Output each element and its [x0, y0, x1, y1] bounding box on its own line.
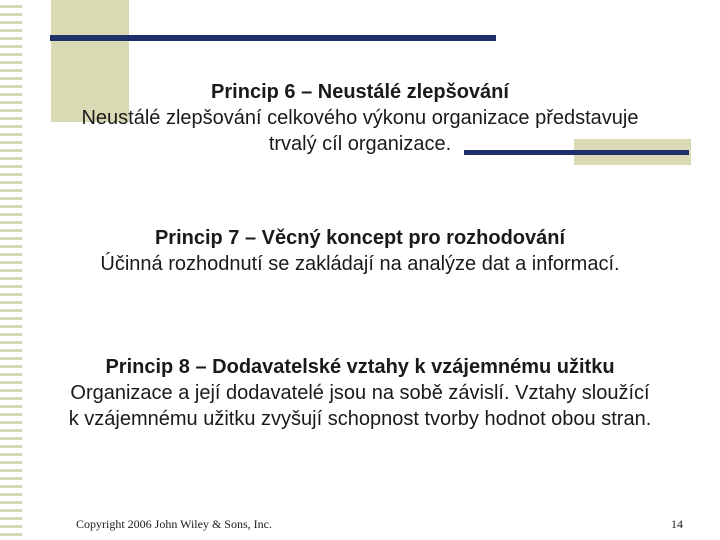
- principle-8: [0, 354, 720, 432]
- principle-8-line-2: k vzájemnému užitku zvyšují schopnost tvorby hodnot obou stran.: [68, 408, 652, 430]
- page-number: 14: [671, 517, 683, 531]
- principle-8-heading: Princip 8 – Dodavatelské vztahy k vzájemnému užitku: [105, 356, 615, 378]
- principle-6-line-2: trvalý cíl organizace.: [268, 133, 452, 155]
- principle-6-heading: Princip 6 – Neustálé zlepšování: [211, 81, 509, 103]
- principle-8-line-1: Organizace a její dodavatelé jsou na sobě závislí. Vztahy sloužící: [70, 382, 650, 404]
- principle-7-line-1: Účinná rozhodnutí se zakládají na analýze dat a informací.: [100, 253, 620, 275]
- principle-7-heading: Princip 7 – Věcný koncept pro rozhodování: [154, 227, 566, 249]
- principle-6-line-1: Neustálé zlepšování celkového výkonu organizace představuje: [81, 107, 639, 129]
- top-bar-decoration: [50, 35, 496, 41]
- principle-7: [0, 225, 720, 277]
- copyright-notice: Copyright 2006 John Wiley & Sons, Inc.: [76, 517, 272, 531]
- right-line-decoration: [464, 150, 689, 155]
